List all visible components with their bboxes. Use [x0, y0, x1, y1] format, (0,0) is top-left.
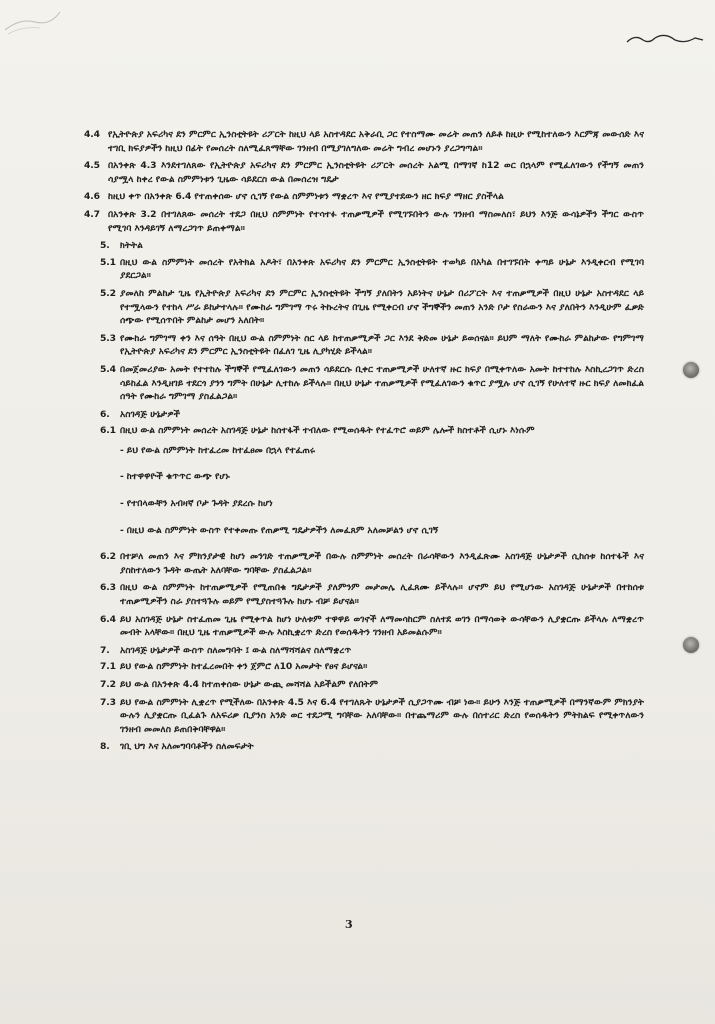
paragraph-number: 7.3 [100, 696, 116, 708]
paragraph-text: ይህ ውል በአንቀጽ 4.4 ከተጠቀሰው ሁኔታ ውጪ መሻሻል አይችልም የለበትም [120, 679, 379, 690]
numbered-paragraph [84, 159, 644, 186]
paragraph-number: 4.5 [84, 160, 100, 172]
paragraph-text: በዚህ ውል ስምምነት መሰረት የአትክል አዶት፣ በአንቀጽ አፍሪካና ደን ምርምር ኢንስቲትዩት ተወካይ በአካል በተገኙበት ቀጣይ ሁኔታ እንዲቀርብ የሚገባ ያደርጋል። [120, 256, 644, 282]
paragraph-text: በዚህ ውል ስምምነት ከተጠቃሚዎች የሚጠበቁ ግዴታዎች ያለምንም መታመሌ ሊፈጸሙ ይችላሉ። ሆኖም ይህ የሚሆነው አስገዳጅ ሁኔታዎች በተከሰቱ ተጠቃሚዎችን ስራ ያስተጓጉሉ ወይም የሚያስተጓጉሉ ከሆኑ ብቻ ይሆናል። [120, 582, 644, 608]
numbered-paragraph [84, 660, 644, 674]
bullet-list [84, 444, 644, 537]
bullet-item: - በዚህ ውል ስምምነት ውስጥ የተቀመጡ የጠቃሚ ግዴታዎችን ለመፈጸም አለመቻልን ሆኖ ሲገኝ [120, 524, 439, 536]
paragraph-number: 7.2 [100, 679, 116, 690]
paragraph-number: 6. [100, 408, 110, 420]
paragraph-text: የሙከራ ግምገማ ቀን እና ሰዓት በዚህ ውል ስምምነት ስር ላይ ከተጠቃሚዎች ጋር እንደ ቅድመ ሁኔታ ይወሰናል። ይህም ማለት የሙከራ ምልከታው የግምገማ የኢትዮጵያ አፍሪካና ደን ምርምር ኢንስቲትዩት በፈለገ ጊዜ ሊያካሂድ ይችላል። [120, 332, 644, 358]
numbered-paragraph [84, 332, 644, 359]
paragraph-text: በአንቀጽ 4.3 እንደተገለጸው የኢትዮጵያ አፍሪካና ደን ምርምር ኢንስቲትዩት ሪፖርት መሰረት አልሚ በማገኛ ከ12 ወር በኋላም የሚፈለገውን የችግኝ መጠን ሳያሟላ ከቀረ የውል ስምምነቱን ጊዜው ሳይደርስ ውል በመሰረዝ ግዴታ [108, 160, 644, 185]
section-heading [84, 740, 644, 754]
bullet-item: - ይህ የውል ስምምነት ከተፈረመ ከተፈፀመ በኋላ የተፈጠሩ [120, 444, 316, 456]
paragraph-number: 6.3 [100, 582, 116, 594]
paragraph-number: 5.4 [100, 363, 116, 375]
bullet-item: - የተበላውቸን አብዛኛ ቦታ ጉዳት ያደረሱ ከሆነ [120, 498, 273, 510]
paragraph-number: 7.1 [100, 661, 116, 673]
numbered-paragraph [84, 287, 644, 328]
paragraph-text: በዚህ ውል ስምምነት መሰረት አስገዳጅ ሁኔታ ከሰተፋች ተብለው የሚወሰዱት የተፈጥሮ ወይም ሌሎች ክስተቶች ሲሆኑ እነሱም [120, 425, 535, 437]
paragraph-text: በመጀመሪያው አመት የተተከሉ ችግኞች የሚፈለገውን መጠን ሳይደርሱ ቢቀር ተጠቃሚዎች ሁለተኛ ዙር ክፍያ በሚቀጥለው አመት ከተተከሉ እስኪረጋገጥ ድረስ ሳይከፈል እንዲዘገይ ተደርጎ ያንን ግምት በሁኔታ ሊተከሉ ይችላሉ። በዚህ ሁኔታ ተጠቃሚዎች የሚፈለገውን ቁጥር ያሟሉ ሆኖ ሲገኝ የሁለተኛ ዙር ክፍያ ለመክፈል ሰዓት የሙከራ ግምገማ ያስፈልጋል። [120, 363, 644, 403]
paragraph-number: 5.3 [100, 332, 116, 344]
paragraph-number: 6.2 [100, 551, 116, 563]
paragraph-text: ገቢ ህግ እና አለመግባባቶችን ስለመፍታት [120, 741, 254, 753]
page-number: 3 [345, 918, 353, 931]
paragraph-text: የኢትዮጵያ አፍሪካና ደን ምርምር ኢንስቲትዩት ሪፖርት ከዚህ ላይ አስተዳደር አቅራቢ ጋር የተስማሙ መሬት መጠን ለይቶ ከዚሁ የሚከተለውን እርምጃ መውሰድ እና ተገቢ ክፍያዎችን ከዚህ በፊት የመሰረት ስለሚፈጸማቸው ገንዘብ በሚያገለግለው መሬት ግብረ መሆኑን ያረጋግጣል። [108, 129, 644, 154]
paper-scuff-mark [0, 0, 80, 40]
numbered-paragraph [84, 256, 644, 283]
document-body [84, 128, 644, 757]
paragraph-number: 4.6 [84, 191, 100, 203]
paragraph-number: 7. [100, 644, 110, 656]
paragraph-text: አስገዳጅ ሁኔታዎች [120, 408, 180, 420]
section-heading [84, 239, 644, 253]
paragraph-number: 4.7 [84, 208, 100, 220]
paragraph-text: ይህ የውል ስምምነት ከተፈረመበት ቀን ጀምሮ ለ10 አመታት የፀና ይሆናል። [120, 661, 368, 673]
numbered-paragraph [84, 613, 644, 640]
punch-hole [683, 637, 699, 653]
paragraph-text: ክትትል [120, 240, 143, 252]
numbered-paragraph [84, 696, 644, 737]
paragraph-number: 8. [100, 741, 110, 753]
numbered-paragraph [84, 208, 644, 235]
section-heading [84, 408, 644, 422]
paragraph-number: 6.1 [100, 425, 116, 437]
numbered-paragraph [84, 424, 644, 438]
paragraph-number: 6.4 [100, 613, 116, 625]
handwritten-signature-mark [625, 28, 705, 50]
paragraph-text: ያመለከ ምልከታ ጊዜ የኢትዮጵያ አፍሪካና ደን ምርምር ኢንስቲትዩት ችግኝ ያለበትን አይነትና ሁኔታ በሪፖርት እና ተጠቃሚዎች በዚህ ሁኔታ አስተዳደር ላይ የተሟላውን የተከላ ሥራ ይከታተላሉ። የሙከራ ግምገማ ጥሩ ትኩረትና በጊዜ የሚቀርብ ሆኖ ችግኞችን መጠን አንድ ቦታ የስራውን እና ያለበትን እንዲሁም ፈቃድ ሰጭው የሚሰጥበት ምልከታ መሆን አለበት። [120, 287, 644, 327]
paragraph-text: በአንቀጽ 3.2 በተገለጸው መሰረት ተደጋ በዚህ ስምምነት የተሳተፉ ተጠቃሚዎች የሚገኙበትን ውሉ ገንዘብ ማስመለስ፣ ይህን እንጅ ውሳኔዎችን ችግር ውስጥ የሚገባ እንዳይገኝ ለማረጋገጥ ይጠቀማል። [108, 208, 644, 234]
paragraph-number: 5.1 [100, 256, 116, 268]
numbered-paragraph [84, 550, 644, 577]
paragraph-text: ይህ የውል ስምምነት ሊቋረጥ የሚችለው በአንቀጽ 4.5 እና 6.4 የተገለጹት ሁኔታዎች ሲያጋጥሙ ብቻ ነው። ይሁን እንጅ ተጠቃሚዎች በማንኛውም ምክንያት ውሉን ሊያቋርጡ ቢፈልጉ ለአፍሪቃ ቢያንስ አንድ ወር ተደጋሚ ግባቸው አለባቸው። በተጨማሪም ውሉ በሰተሪር ድረስ የወሰዱትን ምትክልፍ የሚቀጥለውን ገንዘብ መመለስ ይጠበቅባቸዋል። [120, 696, 644, 735]
paragraph-text: አስገዳጅ ሁኔታዎች ውስጥ ስለመግባት ፤ ውል ስለማሻሻልና ስለማቋረጥ [120, 644, 352, 656]
bullet-item: - ከተዋዋዮች ቁጥጥር ውጭ የሆኑ [120, 471, 230, 483]
numbered-paragraph [84, 678, 644, 692]
numbered-paragraph [84, 581, 644, 608]
punch-hole [683, 362, 699, 378]
paragraph-text: በተቻለ መጠን እና ምክንያታዊ ከሆነ መንገድ ተጠቃሚዎች በውሉ ስምምነት መሰረት በራሳቸውን እንዲፈጽሙ አስገዳጅ ሁኔታዎች ሲከሰቱ ከሰተፋች እና ያስከተለውን ጉዳት ውጤት አለባቸው ግባቸው ያስፈልጋል። [120, 551, 644, 576]
paragraph-number: 5. [100, 240, 110, 252]
paragraph-number: 5.2 [100, 287, 116, 299]
paragraph-number: 4.4 [84, 129, 100, 140]
section-heading [84, 644, 644, 658]
numbered-paragraph [84, 128, 644, 155]
paragraph-text: ይህ አስገዳጅ ሁኔታ ስተፈጠመ ጊዜ የሚቀጥል ከሆነ ሁለቱም ተዋዋይ ወገኖች ለማመሳከርም ስለተደ ወገን በማሳወቅ ውሳቸውን ሊያቋርጡ ይችላሉ ለማቋረጥ መብት አላቸው። በዚህ ጊዜ ተጠቃሚዎች ውሉ እስኪቋረጥ ድረስ የወሰዱትን ገንዘብ አይመልሱም። [120, 613, 644, 639]
paragraph-text: ከዚህ ቀጥ በአንቀጽ 6.4 የተጠቀሰው ሆኖ ሲገኝ የውል ስምምነቱን ማቋረጥ እና የሚያተደውን ዘር ክፍያ ማዘር ያስችላል [108, 191, 504, 203]
numbered-paragraph [84, 363, 644, 404]
numbered-paragraph [84, 190, 644, 204]
